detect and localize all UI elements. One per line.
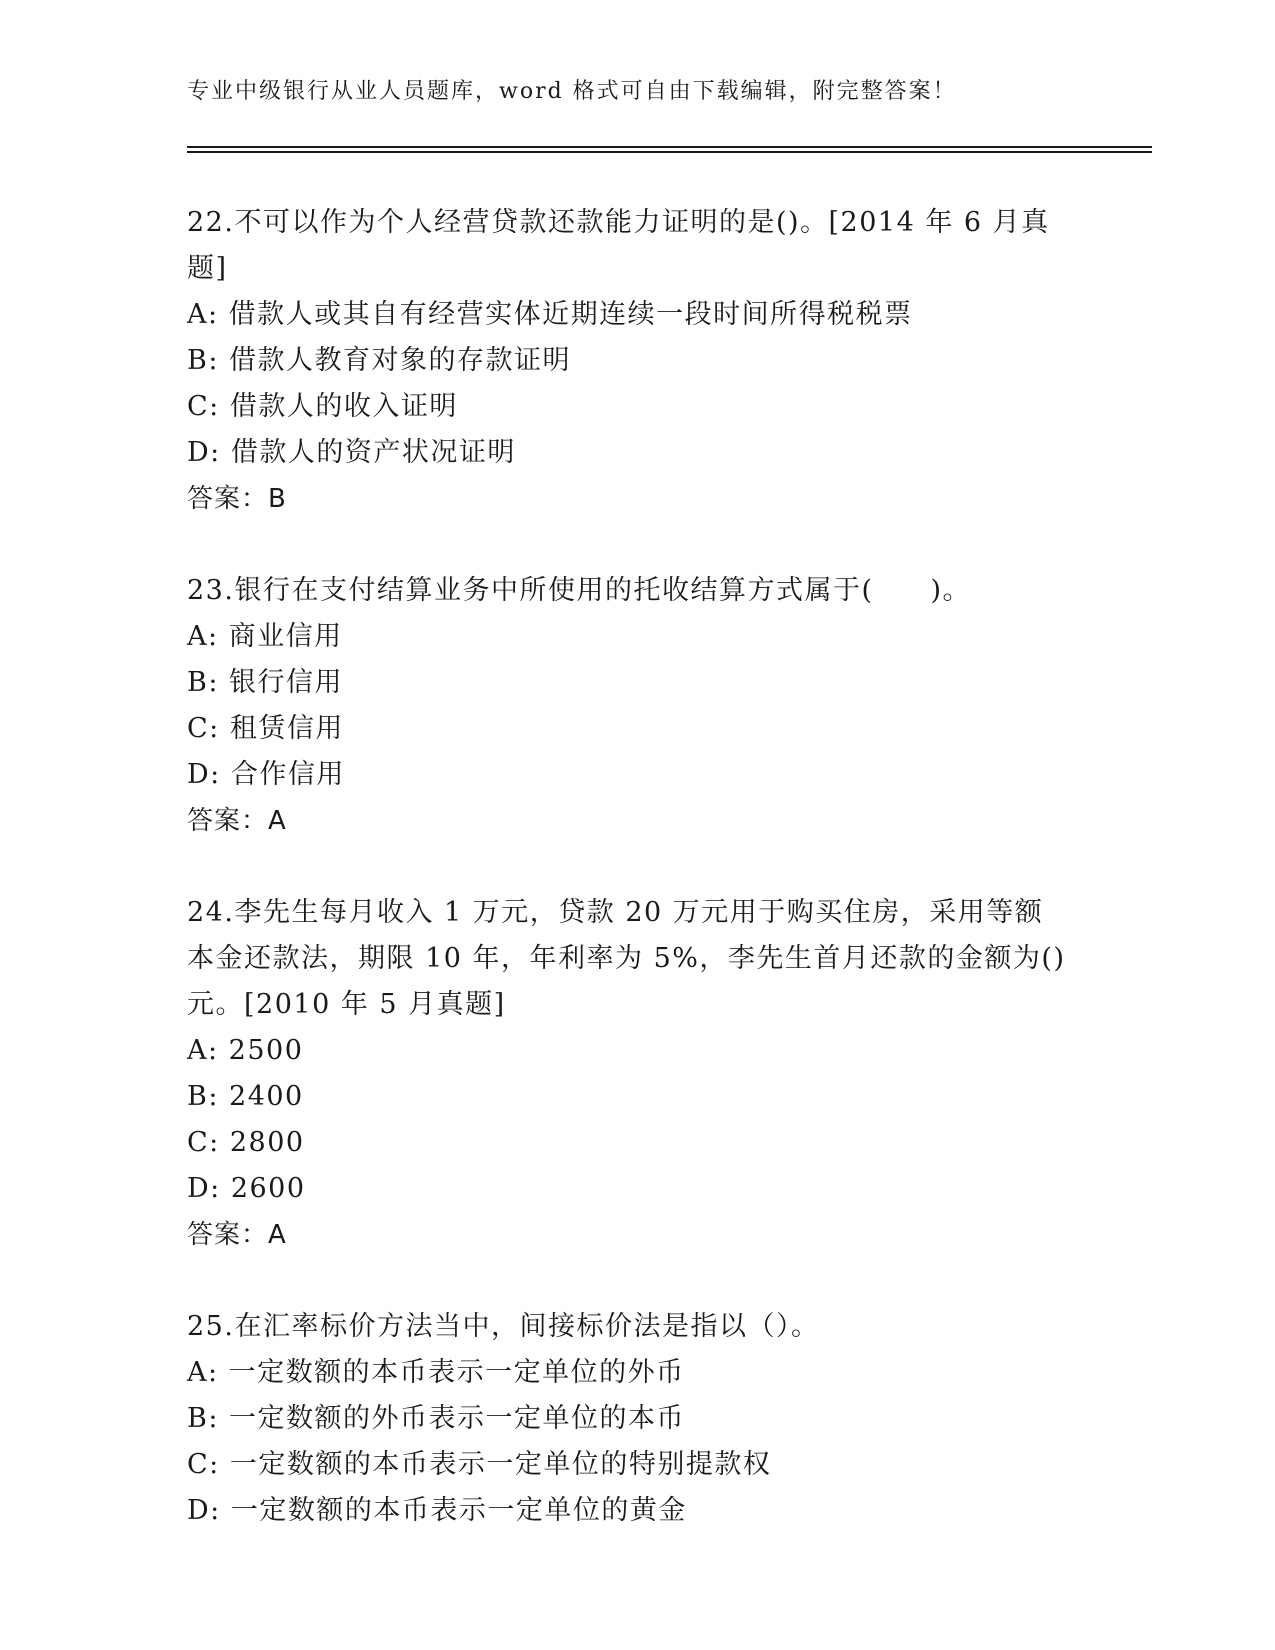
option-a: A: 借款人或其自有经营实体近期连续一段时间所得税税票 — [187, 299, 913, 330]
option-d: D: 一定数额的本币表示一定单位的黄金 — [187, 1495, 687, 1526]
answer-line: 答案：A — [187, 1220, 287, 1250]
question-stem: 22.不可以作为个人经营贷款还款能力证明的是()。[2014 年 6 月真题] — [187, 207, 1050, 284]
option-a: A: 商业信用 — [187, 621, 343, 652]
page-header: 专业中级银行从业人员题库，word 格式可自由下载编辑，附完整答案！ — [187, 79, 957, 104]
option-c: C: 租赁信用 — [187, 713, 344, 744]
option-b: B: 2400 — [187, 1081, 304, 1112]
option-a: A: 2500 — [187, 1035, 304, 1066]
question-stem: 25.在汇率标价方法当中，间接标价法是指以（）。 — [187, 1311, 820, 1342]
option-d: D: 借款人的资产状况证明 — [187, 437, 516, 468]
question-25 — [187, 1304, 1067, 1534]
question-stem: 24.李先生每月收入 1 万元，贷款 20 万元用于购买住房，采用等额本金还款法，期限 10 年，年利率为 5%，李先生首月还款的金额为()元。[2010 年 5 月真题] — [187, 897, 1066, 1020]
option-b: B: 银行信用 — [187, 667, 344, 698]
question-22 — [187, 200, 1067, 522]
option-d: D: 合作信用 — [187, 759, 345, 790]
option-b: B: 借款人教育对象的存款证明 — [187, 345, 572, 376]
answer-line: 答案：B — [187, 484, 287, 514]
question-23 — [187, 568, 1067, 844]
option-c: C: 一定数额的本币表示一定单位的特别提款权 — [187, 1449, 772, 1480]
option-d: D: 2600 — [187, 1173, 306, 1204]
option-a: A: 一定数额的本币表示一定单位的外币 — [187, 1357, 685, 1388]
question-list — [187, 200, 1067, 1580]
question-24 — [187, 890, 1067, 1258]
option-c: C: 2800 — [187, 1127, 305, 1158]
header-divider — [187, 146, 1152, 153]
option-b: B: 一定数额的外币表示一定单位的本币 — [187, 1403, 686, 1434]
question-stem: 23.银行在支付结算业务中所使用的托收结算方式属于( )。 — [187, 575, 972, 606]
answer-line: 答案：A — [187, 806, 287, 836]
option-c: C: 借款人的收入证明 — [187, 391, 458, 422]
